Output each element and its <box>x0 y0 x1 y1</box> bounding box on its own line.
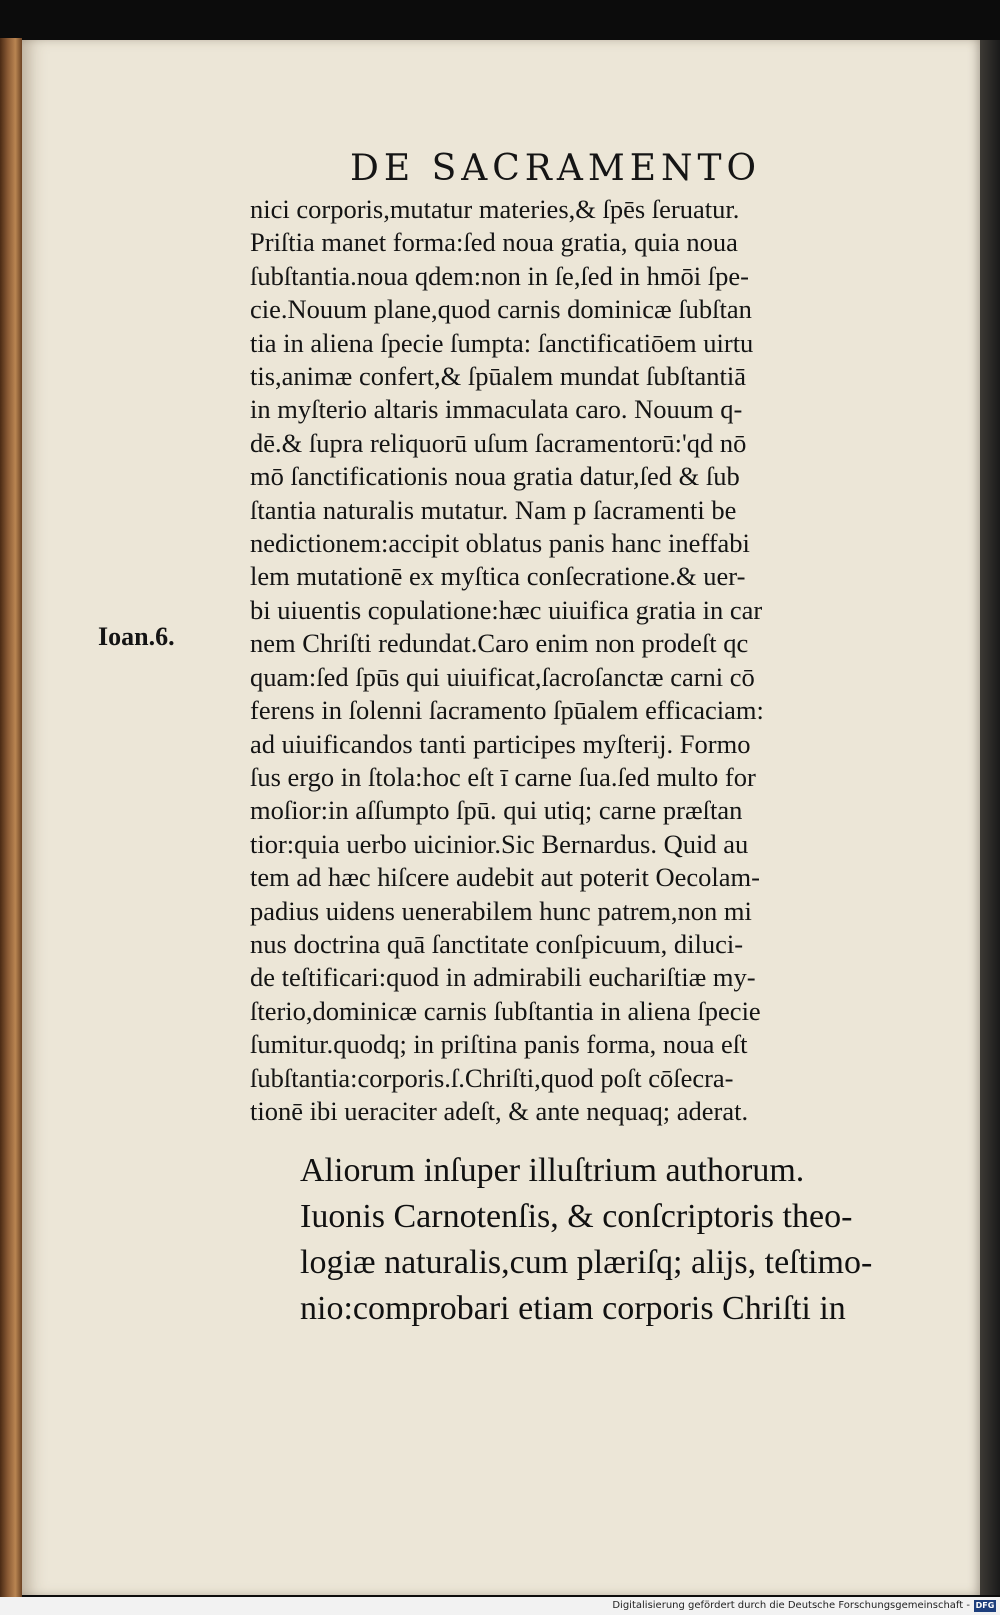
text-line: dē.& ſupra reliquorū uſum ſacramentorū:'qd nō <box>250 427 747 458</box>
text-line: bi uiuentis copulatione:hæc uiuifica gratia in car <box>250 594 763 625</box>
text-line: nem Chriſti redundat.Caro enim non prodeſt qc <box>250 628 749 659</box>
text-line: ferens in ſolenni ſacramento ſpūalem efficaciam: <box>250 695 764 726</box>
text-line: cie.Nouum plane,quod carnis dominicæ ſubſtan <box>250 294 752 325</box>
text-line: tem ad hæc hiſcere audebit aut poterit Oecolam- <box>250 862 760 893</box>
text-line: quam:ſed ſpūs qui uiuificat,ſacroſanctæ carni cō <box>250 661 755 692</box>
text-line: tior:quia uerbo uicinior.Sic Bernardus. Quid au <box>250 828 749 859</box>
body-text <box>250 193 940 1128</box>
text-line: in myſterio altaris immaculata caro. Nouum q- <box>250 394 743 425</box>
text-line: ſterio,dominicæ carnis ſubſtantia in aliena ſpecie <box>250 995 761 1026</box>
text-line: nedictionem:accipit oblatus panis hanc ineffabi <box>250 528 750 559</box>
text-line: nus doctrina quā ſanctitate conſpicuum, diluci- <box>250 928 744 959</box>
text-line: de teſtificari:quod in admirabili euchariſtiæ my- <box>250 962 756 993</box>
text-line: tionē ibi ueraciter adeſt, & ante nequaq; aderat. <box>250 1095 749 1126</box>
text-line: tis,animæ confert,& ſpūalem mundat ſubſtantiā <box>250 361 747 392</box>
dfg-logo: DFG <box>975 1601 995 1610</box>
text-line: tia in aliena ſpecie ſumpta: ſanctificatiōem uirtu <box>250 327 754 358</box>
heading-line: logiæ naturalis,cum plæriſq; alijs, teſtimo- <box>300 1244 873 1281</box>
running-head: DE SACRAMENTO <box>350 148 762 189</box>
text-line: padius uidens uenerabilem hunc patrem,non mi <box>250 895 752 926</box>
page-right-edge <box>980 40 1000 1595</box>
text-line: ſtantia naturalis mutatur. Nam p ſacramenti be <box>250 494 737 525</box>
heading-line: Aliorum inſuper illuſtrium authorum. <box>300 1152 805 1189</box>
section-heading <box>300 1148 950 1332</box>
text-line: mō ſanctificationis noua gratia datur,ſed & ſub <box>250 461 740 492</box>
text-line: Priſtia manet forma:ſed noua gratia, quia noua <box>250 227 738 258</box>
heading-line: Iuonis Carnotenſis, & conſcriptoris theo- <box>300 1198 853 1235</box>
text-line: ſumitur.quodq; in priſtina panis forma, noua eſt <box>250 1029 748 1060</box>
digitization-credit: Digitalisierung gefördert durch die Deutsche Forschungsgemeinschaft - <box>612 1600 970 1611</box>
heading-line: nio:comprobari etiam corporis Chriſti in <box>300 1290 846 1327</box>
text-line: ſubſtantia.noua qdem:non in ſe,ſed in hmōi ſpe- <box>250 260 749 291</box>
text-line: ad uiuificandos tanti participes myſterij. Formo <box>250 728 751 759</box>
margin-note: Ioan.6. <box>98 622 175 651</box>
text-line: ſubſtantia:corporis.ſ.Chriſti,quod poſt cōſecra- <box>250 1062 734 1093</box>
text-line: nici corporis,mutatur materies,& ſpēs ſeruatur. <box>250 194 740 224</box>
book-spine-edge <box>0 38 22 1598</box>
text-line: lem mutationē ex myſtica conſecratione.& uer- <box>250 561 746 592</box>
text-line: moſior:in aſſumpto ſpū. qui utiq; carne præſtan <box>250 795 743 826</box>
text-line: ſus ergo in ſtola:hoc eſt ī carne ſua.ſed multo for <box>250 761 756 792</box>
